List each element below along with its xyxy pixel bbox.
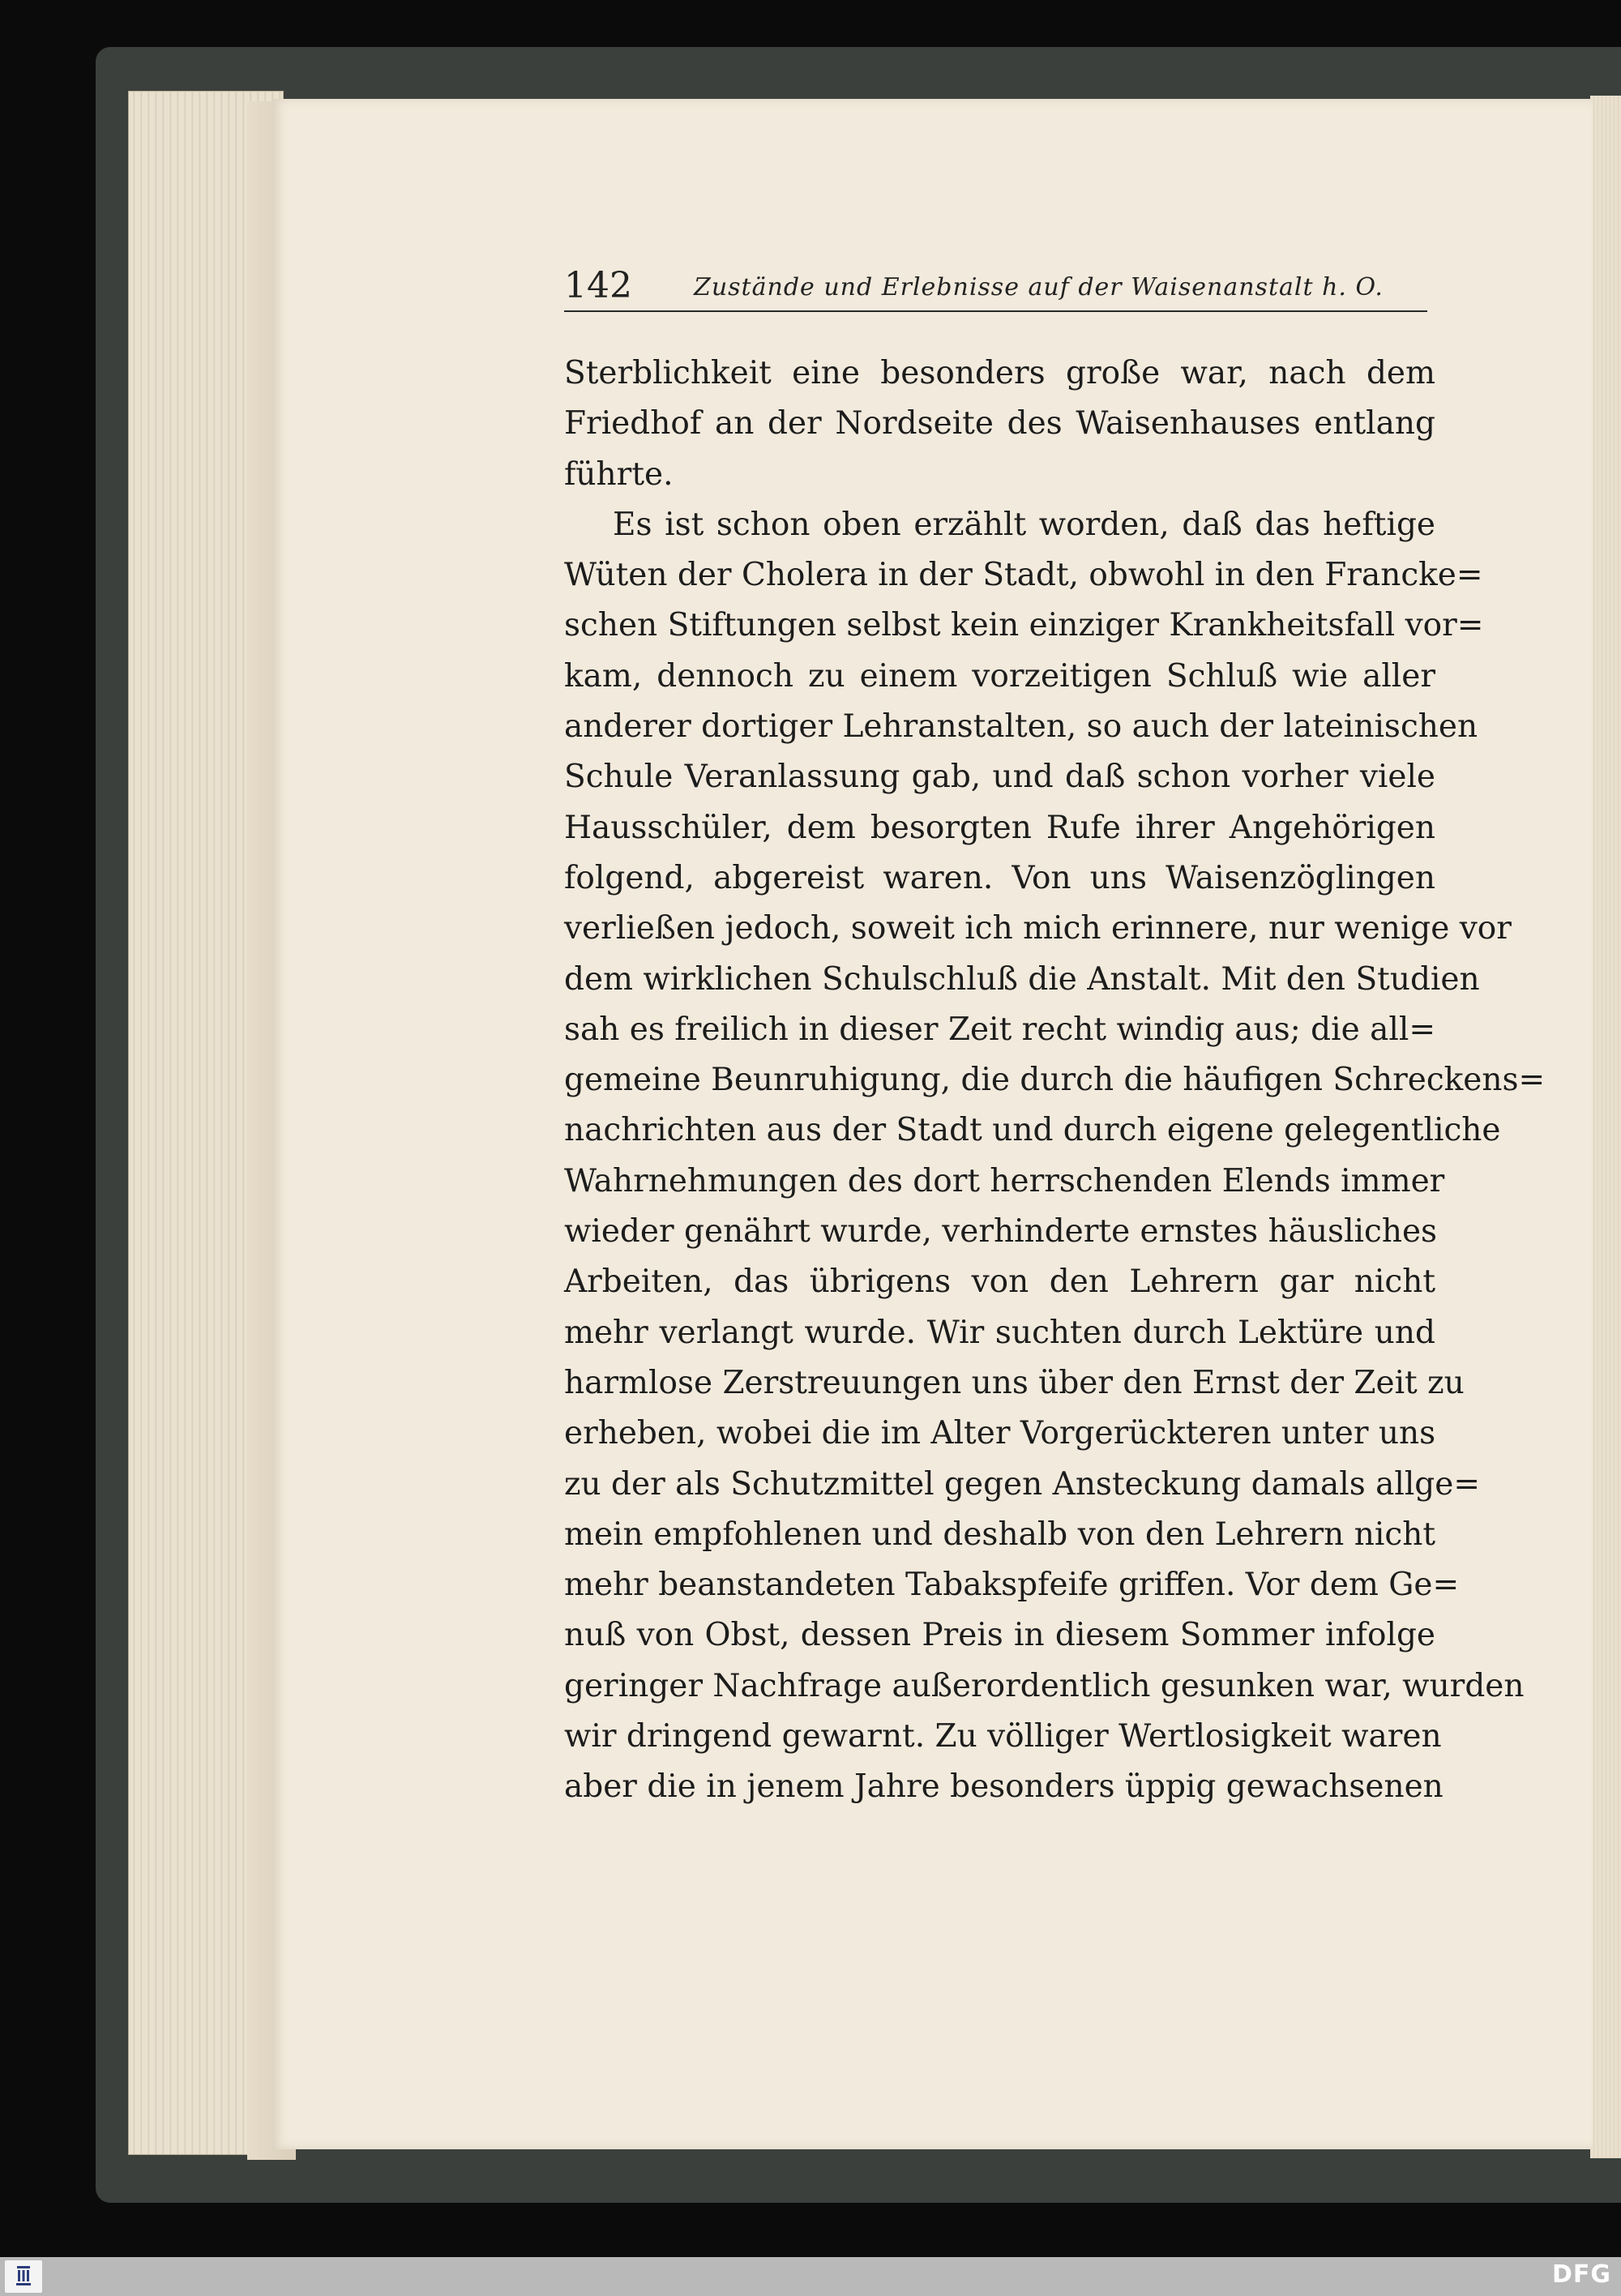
text-line: erheben, wobei die im Alter Vorgerückteren unter uns bbox=[564, 1415, 1436, 1452]
text-line: Sterblichkeit eine besonders große war, nach dem bbox=[564, 355, 1435, 391]
text-line: Hausschüler, dem besorgten Rufe ihrer Angehörigen bbox=[564, 809, 1435, 846]
viewer-footer bbox=[0, 2257, 1621, 2296]
text-line: aber die in jenem Jahre besonders üppig gewachsenen bbox=[564, 1768, 1444, 1806]
text-line: Wahrnehmungen des dort herrschenden Elends immer bbox=[564, 1162, 1445, 1199]
text-line: mein empfohlenen und deshalb von den Lehrern nicht bbox=[564, 1516, 1435, 1553]
text-line: wieder genährt wurde, verhinderte ernstes häusliches bbox=[564, 1213, 1438, 1251]
text-line: wir dringend gewarnt. Zu völliger Wertlosigkeit waren bbox=[564, 1718, 1442, 1755]
text-line: mehr verlangt wurde. Wir suchten durch Lektüre und bbox=[564, 1314, 1435, 1351]
dfg-logo[interactable]: DFG bbox=[1551, 2260, 1611, 2289]
text-line: verließen jedoch, soweit ich mich erinnere, nur wenige vor bbox=[564, 910, 1512, 947]
page-header bbox=[564, 263, 1427, 312]
text-line: Arbeiten, das übrigens von den Lehrern gar nicht bbox=[564, 1263, 1435, 1301]
text-line: geringer Nachfrage außerordentlich gesunken war, wurden bbox=[564, 1667, 1525, 1704]
body-text bbox=[564, 348, 1546, 1813]
text-line: zu der als Schutzmittel gegen Ansteckung damals allge= bbox=[564, 1465, 1481, 1503]
library-logo-icon[interactable] bbox=[5, 2260, 42, 2293]
text-line: harmlose Zerstreuungen uns über den Ernst der Zeit zu bbox=[564, 1364, 1465, 1401]
text-line: gemeine Beunruhigung, die durch die häufigen Schreckens= bbox=[564, 1062, 1546, 1099]
text-line: Es ist schon oben erzählt worden, daß das heftige bbox=[613, 506, 1435, 543]
running-title: Zustände und Erlebnisse auf der Waisenanstalt h. O. bbox=[694, 273, 1384, 301]
page-edges-right bbox=[1590, 96, 1621, 2158]
text-line: nuß von Obst, dessen Preis in diesem Sommer infolge bbox=[564, 1617, 1435, 1654]
text-line: nachrichten aus der Stadt und durch eigene gelegentliche bbox=[564, 1112, 1501, 1149]
text-line: Schule Veranlassung gab, und daß schon vorher viele bbox=[564, 759, 1435, 796]
text-line: Friedhof an der Nordseite des Waisenhauses entlang bbox=[564, 405, 1435, 443]
text-line: dem wirklichen Schulschluß die Anstalt. Mit den Studien bbox=[564, 960, 1480, 998]
text-line: schen Stiftungen selbst kein einziger Krankheitsfall vor= bbox=[564, 607, 1484, 644]
text-line: sah es freilich in dieser Zeit recht windig aus; die all= bbox=[564, 1011, 1435, 1048]
library-logo-icon bbox=[15, 2264, 32, 2289]
text-line: führte. bbox=[564, 455, 674, 493]
text-line: folgend, abgereist waren. Von uns Waisenzöglingen bbox=[564, 859, 1435, 896]
text-line: mehr beanstandeten Tabakspfeife griffen. Vor dem Ge= bbox=[564, 1567, 1460, 1604]
page-number: 142 bbox=[564, 265, 632, 306]
text-line: anderer dortiger Lehranstalten, so auch der lateinischen bbox=[564, 708, 1478, 746]
text-line: Wüten der Cholera in der Stadt, obwohl in den Francke= bbox=[564, 557, 1483, 594]
text-line: kam, dennoch zu einem vorzeitigen Schluß wie aller bbox=[564, 657, 1435, 695]
